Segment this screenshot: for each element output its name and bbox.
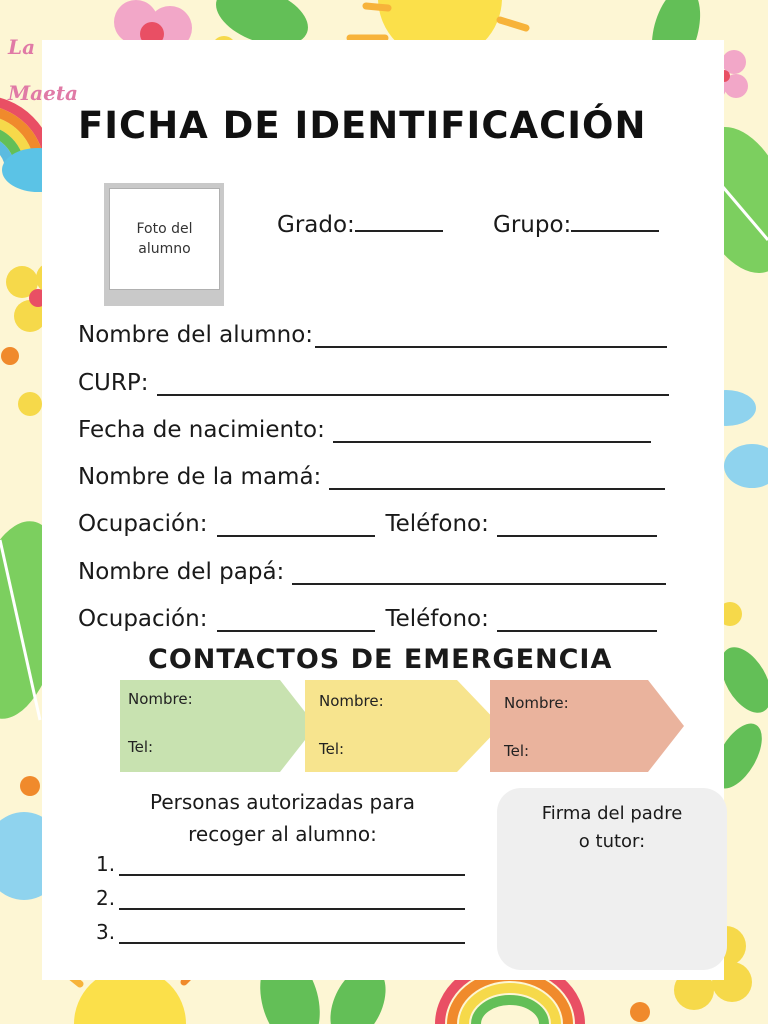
nombre-papa-label: Nombre del papá: xyxy=(78,559,285,585)
list-number: 3. xyxy=(96,920,116,944)
nombre-mama-label: Nombre de la mamá: xyxy=(78,464,322,490)
fecha-nacimiento-field[interactable] xyxy=(78,417,651,443)
telefono-papa-line[interactable] xyxy=(497,610,657,632)
curp-line[interactable] xyxy=(157,374,669,396)
contact-tel-label: Tel: xyxy=(504,742,530,760)
curp-label: CURP: xyxy=(78,370,149,396)
signature-box[interactable] xyxy=(497,788,727,970)
authorized-person-1[interactable] xyxy=(96,852,465,876)
ocupacion-papa-line[interactable] xyxy=(217,610,375,632)
authorized-person-3-line[interactable] xyxy=(119,926,465,944)
list-number: 1. xyxy=(96,852,116,876)
authorized-person-2-line[interactable] xyxy=(119,892,465,910)
nombre-mama-field[interactable] xyxy=(78,464,665,490)
photo-placeholder xyxy=(104,183,224,306)
ocupacion-papa-field[interactable] xyxy=(78,606,657,632)
telefono-label: Teléfono: xyxy=(385,511,489,537)
grado-label: Grado: xyxy=(277,212,355,238)
signature-label xyxy=(497,800,727,856)
ocupacion-label: Ocupación: xyxy=(78,606,208,632)
authorized-person-1-line[interactable] xyxy=(119,858,465,876)
emergency-contacts-title: CONTACTOS DE EMERGENCIA xyxy=(148,644,613,675)
brand-logo: La Maeta xyxy=(8,35,79,105)
telefono-mama-line[interactable] xyxy=(497,515,657,537)
emergency-contact-3[interactable] xyxy=(490,680,686,772)
list-number: 2. xyxy=(96,886,116,910)
curp-field[interactable] xyxy=(78,370,669,396)
grado-line[interactable] xyxy=(355,210,443,232)
nombre-papa-field[interactable] xyxy=(78,559,666,585)
authorized-person-3[interactable] xyxy=(96,920,465,944)
page-title: FICHA DE IDENTIFICACIÓN xyxy=(78,104,647,147)
authorized-person-2[interactable] xyxy=(96,886,465,910)
signature-line-1: Firma del padre xyxy=(541,803,683,824)
grupo-label: Grupo: xyxy=(493,212,572,238)
nombre-alumno-field[interactable] xyxy=(78,322,667,348)
contact-name-label: Nombre: xyxy=(319,692,384,710)
fecha-nacimiento-label: Fecha de nacimiento: xyxy=(78,417,325,443)
grupo-field[interactable] xyxy=(493,210,659,238)
ocupacion-label: Ocupación: xyxy=(78,511,208,537)
fecha-nacimiento-line[interactable] xyxy=(333,421,651,443)
nombre-mama-line[interactable] xyxy=(329,468,665,490)
contact-tel-label: Tel: xyxy=(319,740,345,758)
contact-name-label: Nombre: xyxy=(504,694,569,712)
contact-name-label: Nombre: xyxy=(128,690,193,708)
grupo-line[interactable] xyxy=(571,210,659,232)
ocupacion-mama-line[interactable] xyxy=(217,515,375,537)
authorized-persons-title xyxy=(110,786,455,850)
nombre-alumno-label: Nombre del alumno: xyxy=(78,322,314,348)
nombre-papa-line[interactable] xyxy=(292,563,666,585)
emergency-contact-1[interactable] xyxy=(120,680,316,772)
nombre-alumno-line[interactable] xyxy=(315,326,667,348)
telefono-label: Teléfono: xyxy=(385,606,489,632)
signature-line-2: o tutor: xyxy=(578,831,646,852)
authorized-title-line-2: recoger al alumno: xyxy=(188,822,377,846)
photo-label: Foto del alumno xyxy=(136,221,193,257)
emergency-contact-2[interactable] xyxy=(305,680,501,772)
authorized-title-line-1: Personas autorizadas para xyxy=(150,790,415,814)
contact-tel-label: Tel: xyxy=(128,738,154,756)
grado-field[interactable] xyxy=(277,210,443,238)
ocupacion-mama-field[interactable] xyxy=(78,511,657,537)
